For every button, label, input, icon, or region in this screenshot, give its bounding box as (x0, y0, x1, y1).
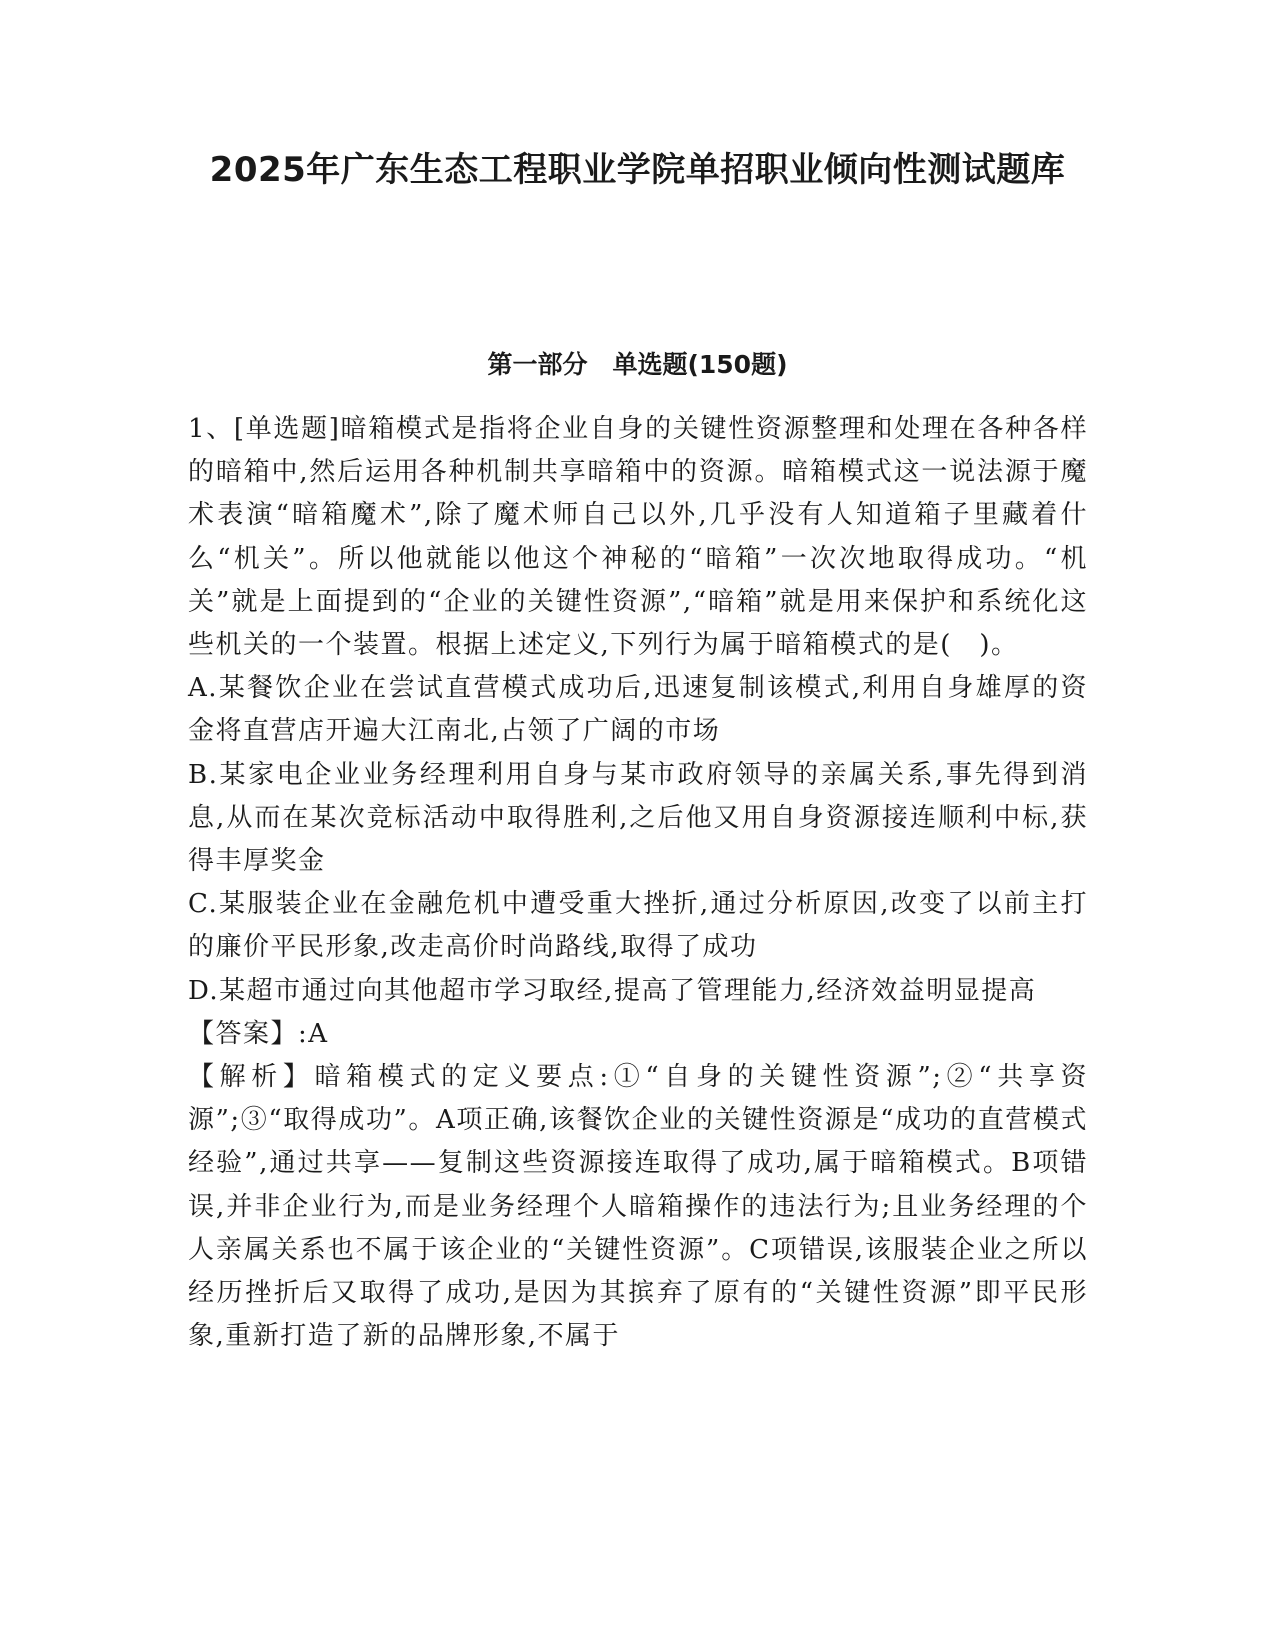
question-block (188, 408, 1088, 1358)
option-a: A.某餐饮企业在尝试直营模式成功后,迅速复制该模式,利用自身雄厚的资金将直营店开遍大江南北,占领了广阔的市场 (188, 673, 1088, 747)
option-c: C.某服装企业在金融危机中遭受重大挫折,通过分析原因,改变了以前主打的廉价平民形象,改走高价时尚路线,取得了成功 (188, 889, 1088, 963)
answer-line: 【答案】:A (188, 1018, 329, 1049)
analysis-text: 【解析】暗箱模式的定义要点:①“自身的关键性资源”;②“共享资源”;③“取得成功”。A项正确,该餐饮企业的关键性资源是“成功的直营模式经验”,通过共享——复制这些资源接连取得了成功,属于暗箱模式。B项错误,并非企业行为,而是业务经理个人暗箱操作的违法行为;且业务经理的个人亲属关系也不属于该企业的“关键性资源”。C项错误,该服装企业之所以经历挫折后又取得了成功,是因为其摈弃了原有的“关键性资源”即平民形象,重新打造了新的品牌形象,不属于 (188, 1062, 1088, 1352)
option-b: B.某家电企业业务经理利用自身与某市政府领导的亲属关系,事先得到消息,从而在某次竞标活动中取得胜利,之后他又用自身资源接连顺利中标,获得丰厚奖金 (188, 759, 1088, 877)
option-d: D.某超市通过向其他超市学习取经,提高了管理能力,经济效益明显提高 (188, 975, 1037, 1006)
question-stem: 1、[单选题]暗箱模式是指将企业自身的关键性资源整理和处理在各种各样的暗箱中,然后运用各种机制共享暗箱中的资源。暗箱模式这一说法源于魔术表演“暗箱魔术”,除了魔术师自己以外,几乎没有人知道箱子里藏着什么“机关”。所以他就能以他这个神秘的“暗箱”一次次地取得成功。“机关”就是上面提到的“企业的关键性资源”,“暗箱”就是用来保护和系统化这些机关的一个装置。根据上述定义,下列行为属于暗箱模式的是( )。 (188, 414, 1088, 661)
section-heading: 第一部分 单选题(150题) (487, 350, 788, 379)
document-title: 2025年广东生态工程职业学院单招职业倾向性测试题库 (209, 150, 1066, 190)
